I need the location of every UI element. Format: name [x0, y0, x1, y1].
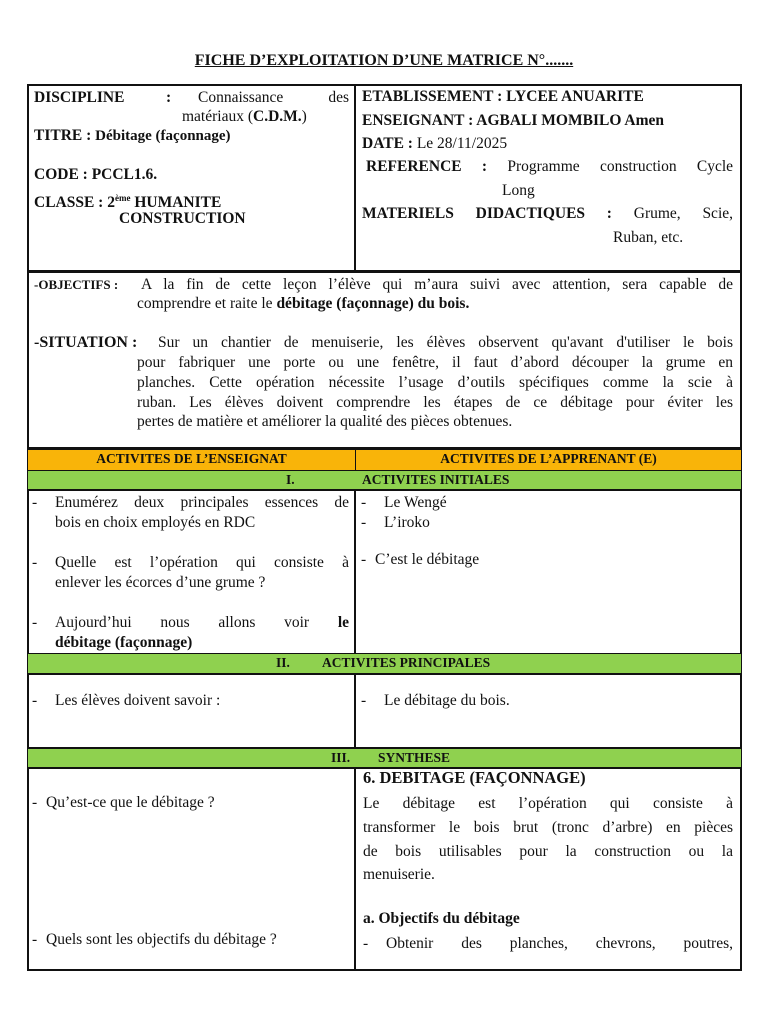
s1-q1-line1 — [55, 493, 349, 513]
situation-line3 — [137, 373, 733, 393]
discipline-value-line1 — [198, 88, 349, 108]
s3-sub-heading: a. Objectifs du débitage — [363, 910, 520, 927]
s1-q2-line1 — [55, 553, 349, 573]
objectifs-bold: débitage (façonnage) du bois. — [276, 295, 470, 312]
s3-def-text-1: Le débitage est l’opération qui consiste à — [363, 795, 733, 812]
situation-text-1: Sur un chantier de menuiserie, les élèves observent qu'avant d'utiliser le bois — [158, 334, 733, 351]
s1-q3-line1 — [55, 613, 349, 633]
s1-q1-text-1: Enumérez deux principales essences de — [55, 494, 349, 511]
column-header-teacher: ACTIVITES DE L’ENSEIGNAT — [27, 449, 356, 471]
section1-band — [27, 470, 742, 490]
materiels-value: Grume, Scie, — [633, 205, 734, 222]
objectifs-line2 — [137, 294, 469, 314]
bullet-dash: - — [32, 554, 38, 571]
discipline-value-text: Connaissance des — [198, 89, 349, 106]
bullet-dash: - — [32, 692, 38, 709]
s3-heading: 6. DEBITAGE (FAÇONNAGE) — [363, 768, 586, 787]
s3-def-line2 — [363, 816, 733, 840]
situation-text-4: ruban. Les élèves doivent comprendre les étapes de ce débitage pour éviter les — [137, 394, 733, 411]
discipline-value-text-2: matériaux ( — [182, 108, 254, 125]
s3-def-text-3: de bois utilisables pour la construction ou la — [363, 843, 733, 860]
situation-line2 — [137, 353, 733, 373]
section2-number: II. — [276, 655, 290, 670]
document-title: FICHE D’EXPLOITATION D’UNE MATRICE N°....... — [194, 52, 574, 69]
section1-title: ACTIVITES INITIALES — [362, 472, 510, 487]
bullet-dash: - — [32, 494, 38, 511]
reference-value-2: Long — [502, 182, 535, 199]
s3-obj-text-1: Obtenir des planches, chevrons, poutres, — [386, 935, 733, 952]
section3-divider — [354, 767, 356, 971]
s3-def-line3 — [363, 840, 733, 864]
section2-body — [27, 673, 742, 749]
section3-title: SYNTHESE — [378, 750, 451, 765]
s1-a3: C’est le débitage — [375, 551, 480, 568]
titre-line — [34, 126, 231, 146]
bullet-dash: - — [361, 514, 367, 531]
discipline-colon: : — [166, 89, 172, 106]
titre-label: TITRE : — [34, 127, 92, 144]
discipline-value-line2 — [182, 107, 307, 127]
column-header-learner: ACTIVITES DE L’APPRENANT (E) — [355, 449, 742, 471]
titre-value: Débitage (façonnage) — [95, 128, 231, 144]
situation-line4 — [137, 393, 733, 413]
discipline-abbr: C.D.M. — [253, 108, 302, 125]
objectifs-line1 — [141, 275, 733, 295]
section1-divider — [354, 489, 356, 655]
section1-number: I. — [286, 472, 295, 487]
s1-q3-text-1: Aujourd’hui nous allons voir — [55, 614, 310, 631]
enseignant-line: ENSEIGNANT : AGBALI MOMBILO Amen — [362, 112, 665, 129]
bullet-dash: - — [361, 551, 367, 568]
etablissement-line: ETABLISSEMENT : LYCEE ANUARITE — [362, 88, 644, 105]
date-line — [362, 134, 507, 154]
s3-teacher-q2: Quels sont les objectifs du débitage ? — [46, 931, 277, 948]
section2-title: ACTIVITES PRINCIPALES — [322, 655, 491, 670]
bullet-dash: - — [363, 935, 369, 952]
reference-label: REFERENCE : — [366, 158, 488, 175]
section2-divider — [354, 673, 356, 749]
reference-value: Programme construction Cycle — [507, 158, 734, 175]
classe-value-2: CONSTRUCTION — [119, 210, 246, 227]
reference-line — [366, 157, 733, 177]
objectifs-label: -OBJECTIFS : — [34, 277, 119, 292]
bullet-dash: - — [32, 614, 38, 631]
code-line: CODE : PCCL1.6. — [34, 166, 158, 183]
situation-text-2: pour fabriquer une porte ou une fenêtre, il faut d’abord découper la grume en — [137, 354, 733, 371]
section2-band — [27, 653, 742, 674]
s1-q2-text-1: Quelle est l’opération qui consiste à — [55, 554, 349, 571]
s1-a2: L’iroko — [384, 514, 430, 531]
s1-q1-line2: bois en choix employés en RDC — [55, 514, 256, 531]
bullet-dash: - — [32, 931, 38, 948]
situation-text-3: planches. Cette opération nécessite l’usage d’outils spécifiques comme la scie à — [137, 374, 733, 391]
s1-a1: Le Wengé — [384, 494, 447, 511]
situation-line5: pertes de matière et améliorer la qualité des pièces obtenues. — [137, 413, 513, 430]
section3-band — [27, 748, 742, 768]
discipline-close: ) — [301, 108, 307, 125]
date-label: DATE : — [362, 135, 413, 152]
situation-line1 — [158, 333, 733, 353]
s1-q2-line2: enlever les écorces d’une grume ? — [55, 574, 266, 591]
section3-number: III. — [331, 750, 351, 765]
situation-label: -SITUATION : — [34, 334, 138, 351]
s3-def-line1 — [363, 792, 733, 816]
s2-teacher: Les élèves doivent savoir : — [55, 692, 221, 709]
materiels-line — [362, 204, 733, 224]
s1-q3-bold-1: le — [337, 614, 350, 631]
s3-obj-line1 — [386, 934, 733, 954]
bullet-dash: - — [361, 692, 367, 709]
s3-def-line4: menuiserie. — [363, 866, 435, 883]
objectifs-text-1: A la fin de cette leçon l’élève qui m’aura suivi avec attention, sera capable de — [141, 276, 733, 293]
classe-sup: ème — [114, 193, 131, 203]
s3-def-text-2: transformer le bois brut (tronc d’arbre) en pièces — [363, 819, 733, 836]
bullet-dash: - — [32, 794, 38, 811]
classe-label: CLASSE : 2 — [34, 194, 115, 212]
bullet-dash: - — [361, 494, 367, 511]
date-value: Le 28/11/2025 — [416, 135, 508, 152]
s3-teacher-q1: Qu’est-ce que le débitage ? — [46, 794, 215, 811]
s1-q3-line2: débitage (façonnage) — [55, 634, 193, 651]
header-divider — [354, 84, 356, 272]
discipline-label: DISCIPLINE — [34, 89, 125, 106]
materiels-label: MATERIELS DIDACTIQUES : — [362, 205, 612, 222]
s2-learner: Le débitage du bois. — [384, 692, 510, 709]
objectifs-text-2: comprendre et raite le — [137, 295, 277, 312]
materiels-value-2: Ruban, etc. — [613, 229, 684, 246]
classe-value: HUMANITE — [130, 194, 222, 212]
